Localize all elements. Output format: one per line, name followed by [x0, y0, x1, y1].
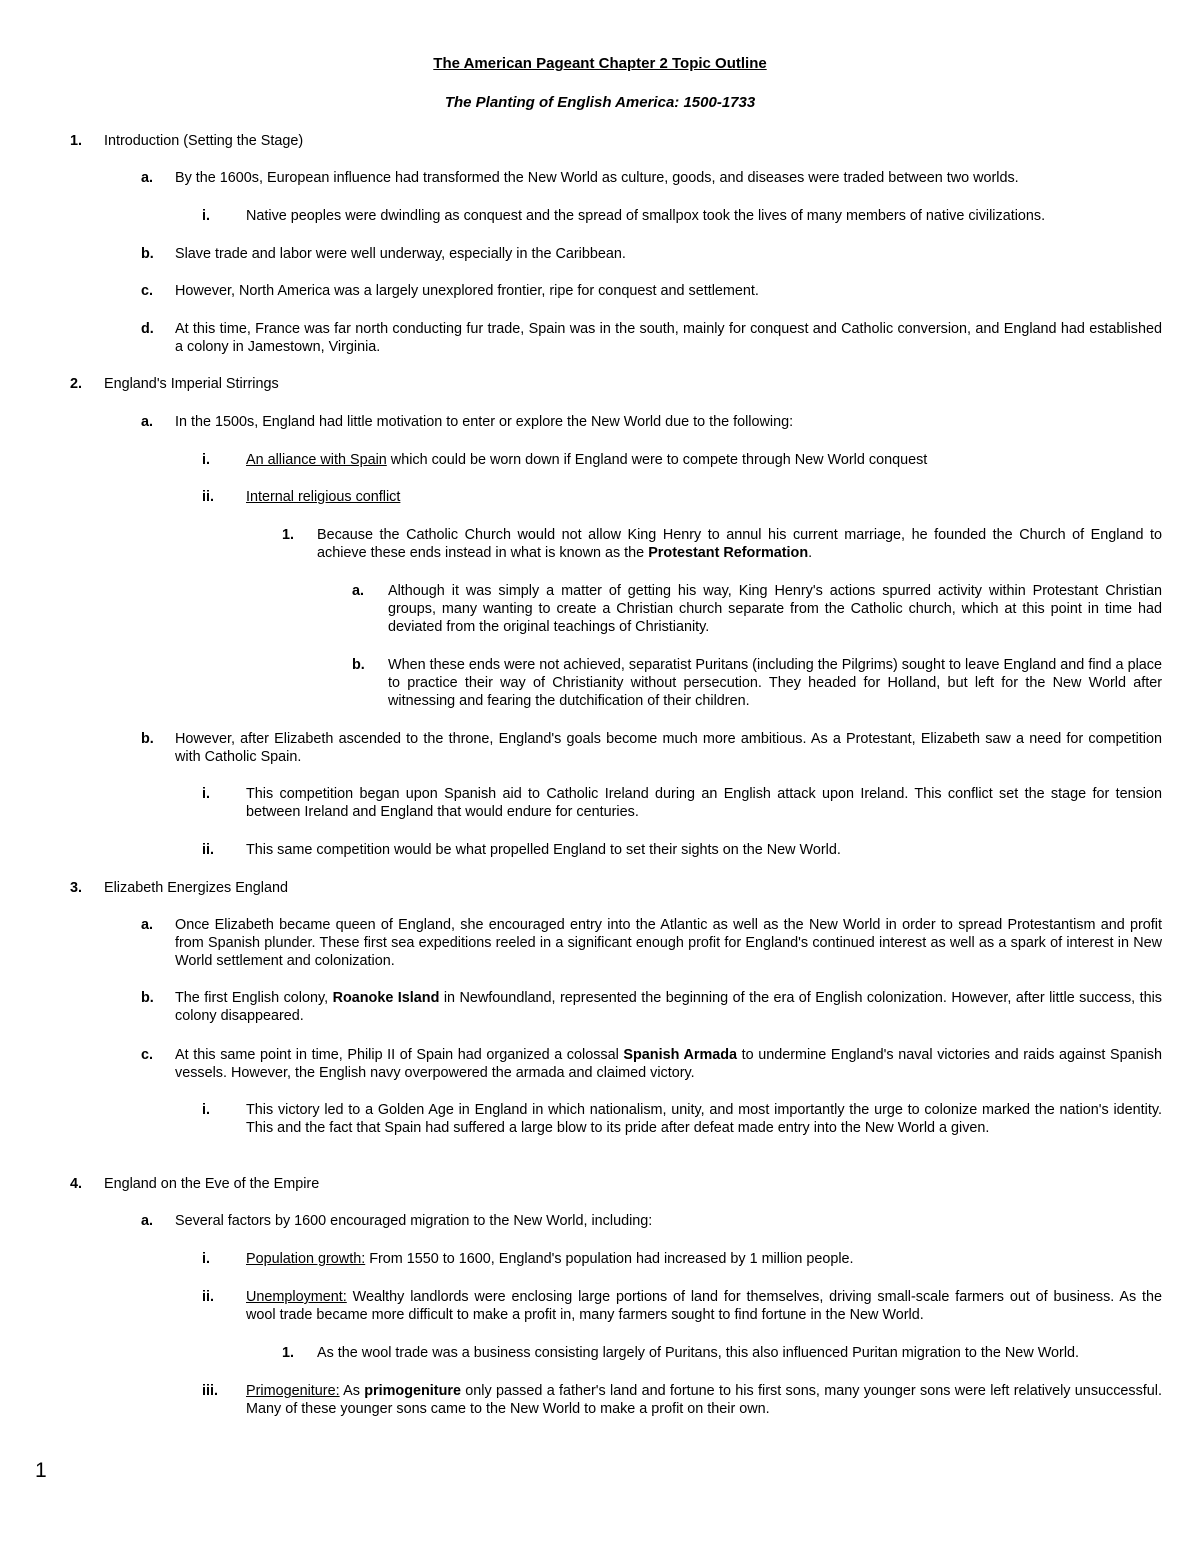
item-text: Because the Catholic Church would not allow King Henry to annul his current marriage, he founded the Church of England to achieve these ends instead in what is known as the — [317, 527, 1162, 561]
item-text: However, after Elizabeth ascended to the throne, England's goals become much more ambitious. As a Protestant, Elizabeth saw a need for competition with Catholic Spain. — [175, 731, 1162, 765]
underlined-term: Internal religious conflict — [246, 489, 401, 505]
item-text: When these ends were not achieved, separatist Puritans (including the Pilgrims) sought to leave England and find a place to practice their way of Christianity without persecution. They headed for Holland, but left for the New World after witnessing and fearing the dutchification of their children. — [388, 657, 1162, 709]
item-text: Once Elizabeth became queen of England, she encouraged entry into the Atlantic as well as the New World in order to spread Protestantism and profit from Spanish plunder. These first sea expeditions reeled in a significant enough profit for England's continued interest as well as a spark of interest in New World settlement and colonization. — [175, 917, 1162, 969]
bold-term: Roanoke Island — [332, 990, 440, 1006]
outline-marker: 1. — [70, 133, 83, 149]
bold-term: primogeniture — [364, 1383, 461, 1399]
item-text: Slave trade and labor were well underway, especially in the Caribbean. — [175, 246, 626, 262]
item-text-continued: to undermine England's naval victories and raids against Spanish vessels. However, the English navy overpowered the armada and claimed victory. — [175, 1047, 1163, 1081]
page-number: 1 — [35, 1459, 47, 1482]
item-text: Although it was simply a matter of getting his way, King Henry's actions spurred activity within Protestant Christian groups, many wanting to create a Christian church separate from the Catholic church, which at this point in time had deviated from the original teachings of Christianity. — [388, 583, 1162, 635]
item-text: England on the Eve of the Empire — [104, 1176, 320, 1192]
outline-marker: b. — [141, 990, 154, 1006]
item-text: Several factors by 1600 encouraged migration to the New World, including: — [175, 1213, 653, 1229]
outline-marker: b. — [352, 657, 365, 673]
item-text: Elizabeth Energizes England — [104, 880, 289, 896]
outline-item-text — [175, 320, 1162, 356]
outline-item-text — [175, 169, 1162, 187]
outline-item-text — [175, 282, 1162, 300]
item-text-continued: only passed a father's land and fortune to his first sons, many younger sons were left relatively unsuccessful. Many of these younger sons came to the New World to make a profit on their own. — [246, 1383, 1162, 1417]
underlined-term: An alliance with Spain — [246, 452, 387, 468]
outline-item-text — [175, 916, 1162, 970]
document-subtitle: The Planting of English America: 1500-1733 — [444, 94, 756, 111]
outline-item-text — [104, 375, 1162, 393]
outline-item-text — [104, 132, 1162, 150]
outline-marker: 2. — [70, 376, 83, 392]
underlined-term: Population growth: — [246, 1251, 366, 1267]
outline-item-text — [175, 245, 1162, 263]
outline-marker: ii. — [202, 842, 214, 858]
outline-item-text — [317, 1344, 1162, 1362]
item-text: From 1550 to 1600, England's population had increased by 1 million people. — [365, 1251, 854, 1267]
outline-item-text — [175, 1046, 1162, 1082]
outline-marker: iii. — [202, 1383, 218, 1399]
item-text: At this time, France was far north conducting fur trade, Spain was in the south, mainly for conquest and Catholic conversion, and England had established a colony in Jamestown, Virginia. — [175, 321, 1162, 355]
outline-marker: ii. — [202, 1289, 214, 1305]
outline-marker: 4. — [70, 1176, 83, 1192]
outline-marker: i. — [202, 1102, 210, 1118]
underlined-term: Unemployment: — [246, 1289, 347, 1305]
outline-item-text — [246, 1382, 1162, 1418]
outline-marker: a. — [141, 170, 154, 186]
outline-marker: c. — [141, 283, 154, 299]
outline-item-text — [388, 582, 1162, 636]
outline-marker: i. — [202, 208, 210, 224]
item-text: As the wool trade was a business consisting largely of Puritans, this also influenced Puritan migration to the New World. — [317, 1345, 1080, 1361]
item-text: This same competition would be what propelled England to set their sights on the New World. — [246, 842, 841, 858]
outline-marker: b. — [141, 731, 154, 747]
outline-marker: i. — [202, 452, 210, 468]
outline-item-text — [246, 451, 1162, 469]
item-text: In the 1500s, England had little motivation to enter or explore the New World due to the following: — [175, 414, 794, 430]
item-text: This victory led to a Golden Age in England in which nationalism, unity, and most importantly the urge to colonize marked the nation's identity. This and the fact that Spain had suffered a large blow to its pride after defeat made entry into the New World a given. — [246, 1102, 1162, 1136]
outline-item-text — [246, 841, 1162, 859]
bold-term: Spanish Armada — [623, 1047, 738, 1063]
item-text: Introduction (Setting the Stage) — [104, 133, 304, 149]
underlined-term: Primogeniture: — [246, 1383, 340, 1399]
bold-term: Protestant Reformation — [648, 545, 809, 561]
outline-marker: 1. — [282, 1345, 295, 1361]
outline-marker: 3. — [70, 880, 83, 896]
outline-item-text — [104, 1175, 1162, 1193]
item-text: However, North America was a largely unexplored frontier, ripe for conquest and settlement. — [175, 283, 759, 299]
outline-marker: 1. — [282, 527, 295, 543]
outline-marker: ii. — [202, 489, 214, 505]
outline-marker: c. — [141, 1047, 154, 1063]
outline-item-text — [246, 1288, 1162, 1324]
outline-marker: i. — [202, 786, 210, 802]
item-text: By the 1600s, European influence had transformed the New World as culture, goods, and diseases were traded between two worlds. — [175, 170, 1019, 186]
item-text: England's Imperial Stirrings — [104, 376, 279, 392]
outline-marker: d. — [141, 321, 154, 337]
outline-item-text — [175, 730, 1162, 766]
outline-item-text — [175, 1212, 1162, 1230]
outline-item-text — [246, 1250, 1162, 1268]
item-text-continued: in Newfoundland, represented the beginning of the era of English colonization. However, after little success, this colony disappeared. — [175, 990, 1162, 1024]
outline-item-text — [246, 1101, 1162, 1137]
outline-marker: a. — [141, 917, 154, 933]
outline-item-text — [175, 989, 1162, 1025]
item-text: As — [339, 1383, 365, 1399]
item-text: Wealthy landlords were enclosing large portions of land for themselves, driving small-scale farmers out of business. As the wool trade became more difficult to make a profit in, many farmers sought to find fortune in the New World. — [246, 1289, 1162, 1323]
outline-marker: a. — [141, 1213, 154, 1229]
outline-marker: a. — [141, 414, 154, 430]
outline-item-text — [104, 879, 1162, 897]
outline-item-text — [246, 785, 1162, 821]
item-text: The first English colony, — [175, 990, 333, 1006]
outline-item-text — [246, 207, 1162, 225]
outline-marker: i. — [202, 1251, 210, 1267]
document-title: The American Pageant Chapter 2 Topic Outline — [433, 55, 767, 72]
outline-item-text — [246, 488, 1162, 506]
item-text: Native peoples were dwindling as conquest and the spread of smallpox took the lives of many members of native civilizations. — [246, 208, 1046, 224]
outline-marker: a. — [352, 583, 365, 599]
item-text: At this same point in time, Philip II of Spain had organized a colossal — [175, 1047, 624, 1063]
item-text: which could be worn down if England were to compete through New World conquest — [386, 452, 928, 468]
outline-item-text — [317, 526, 1162, 562]
outline-marker: b. — [141, 246, 154, 262]
item-text-continued: . — [808, 545, 813, 561]
outline-item-text — [388, 656, 1162, 710]
outline-item-text — [175, 413, 1162, 431]
item-text: This competition began upon Spanish aid to Catholic Ireland during an English attack upon Ireland. This conflict set the stage for tension between Ireland and England that would endure for centuries. — [246, 786, 1162, 820]
